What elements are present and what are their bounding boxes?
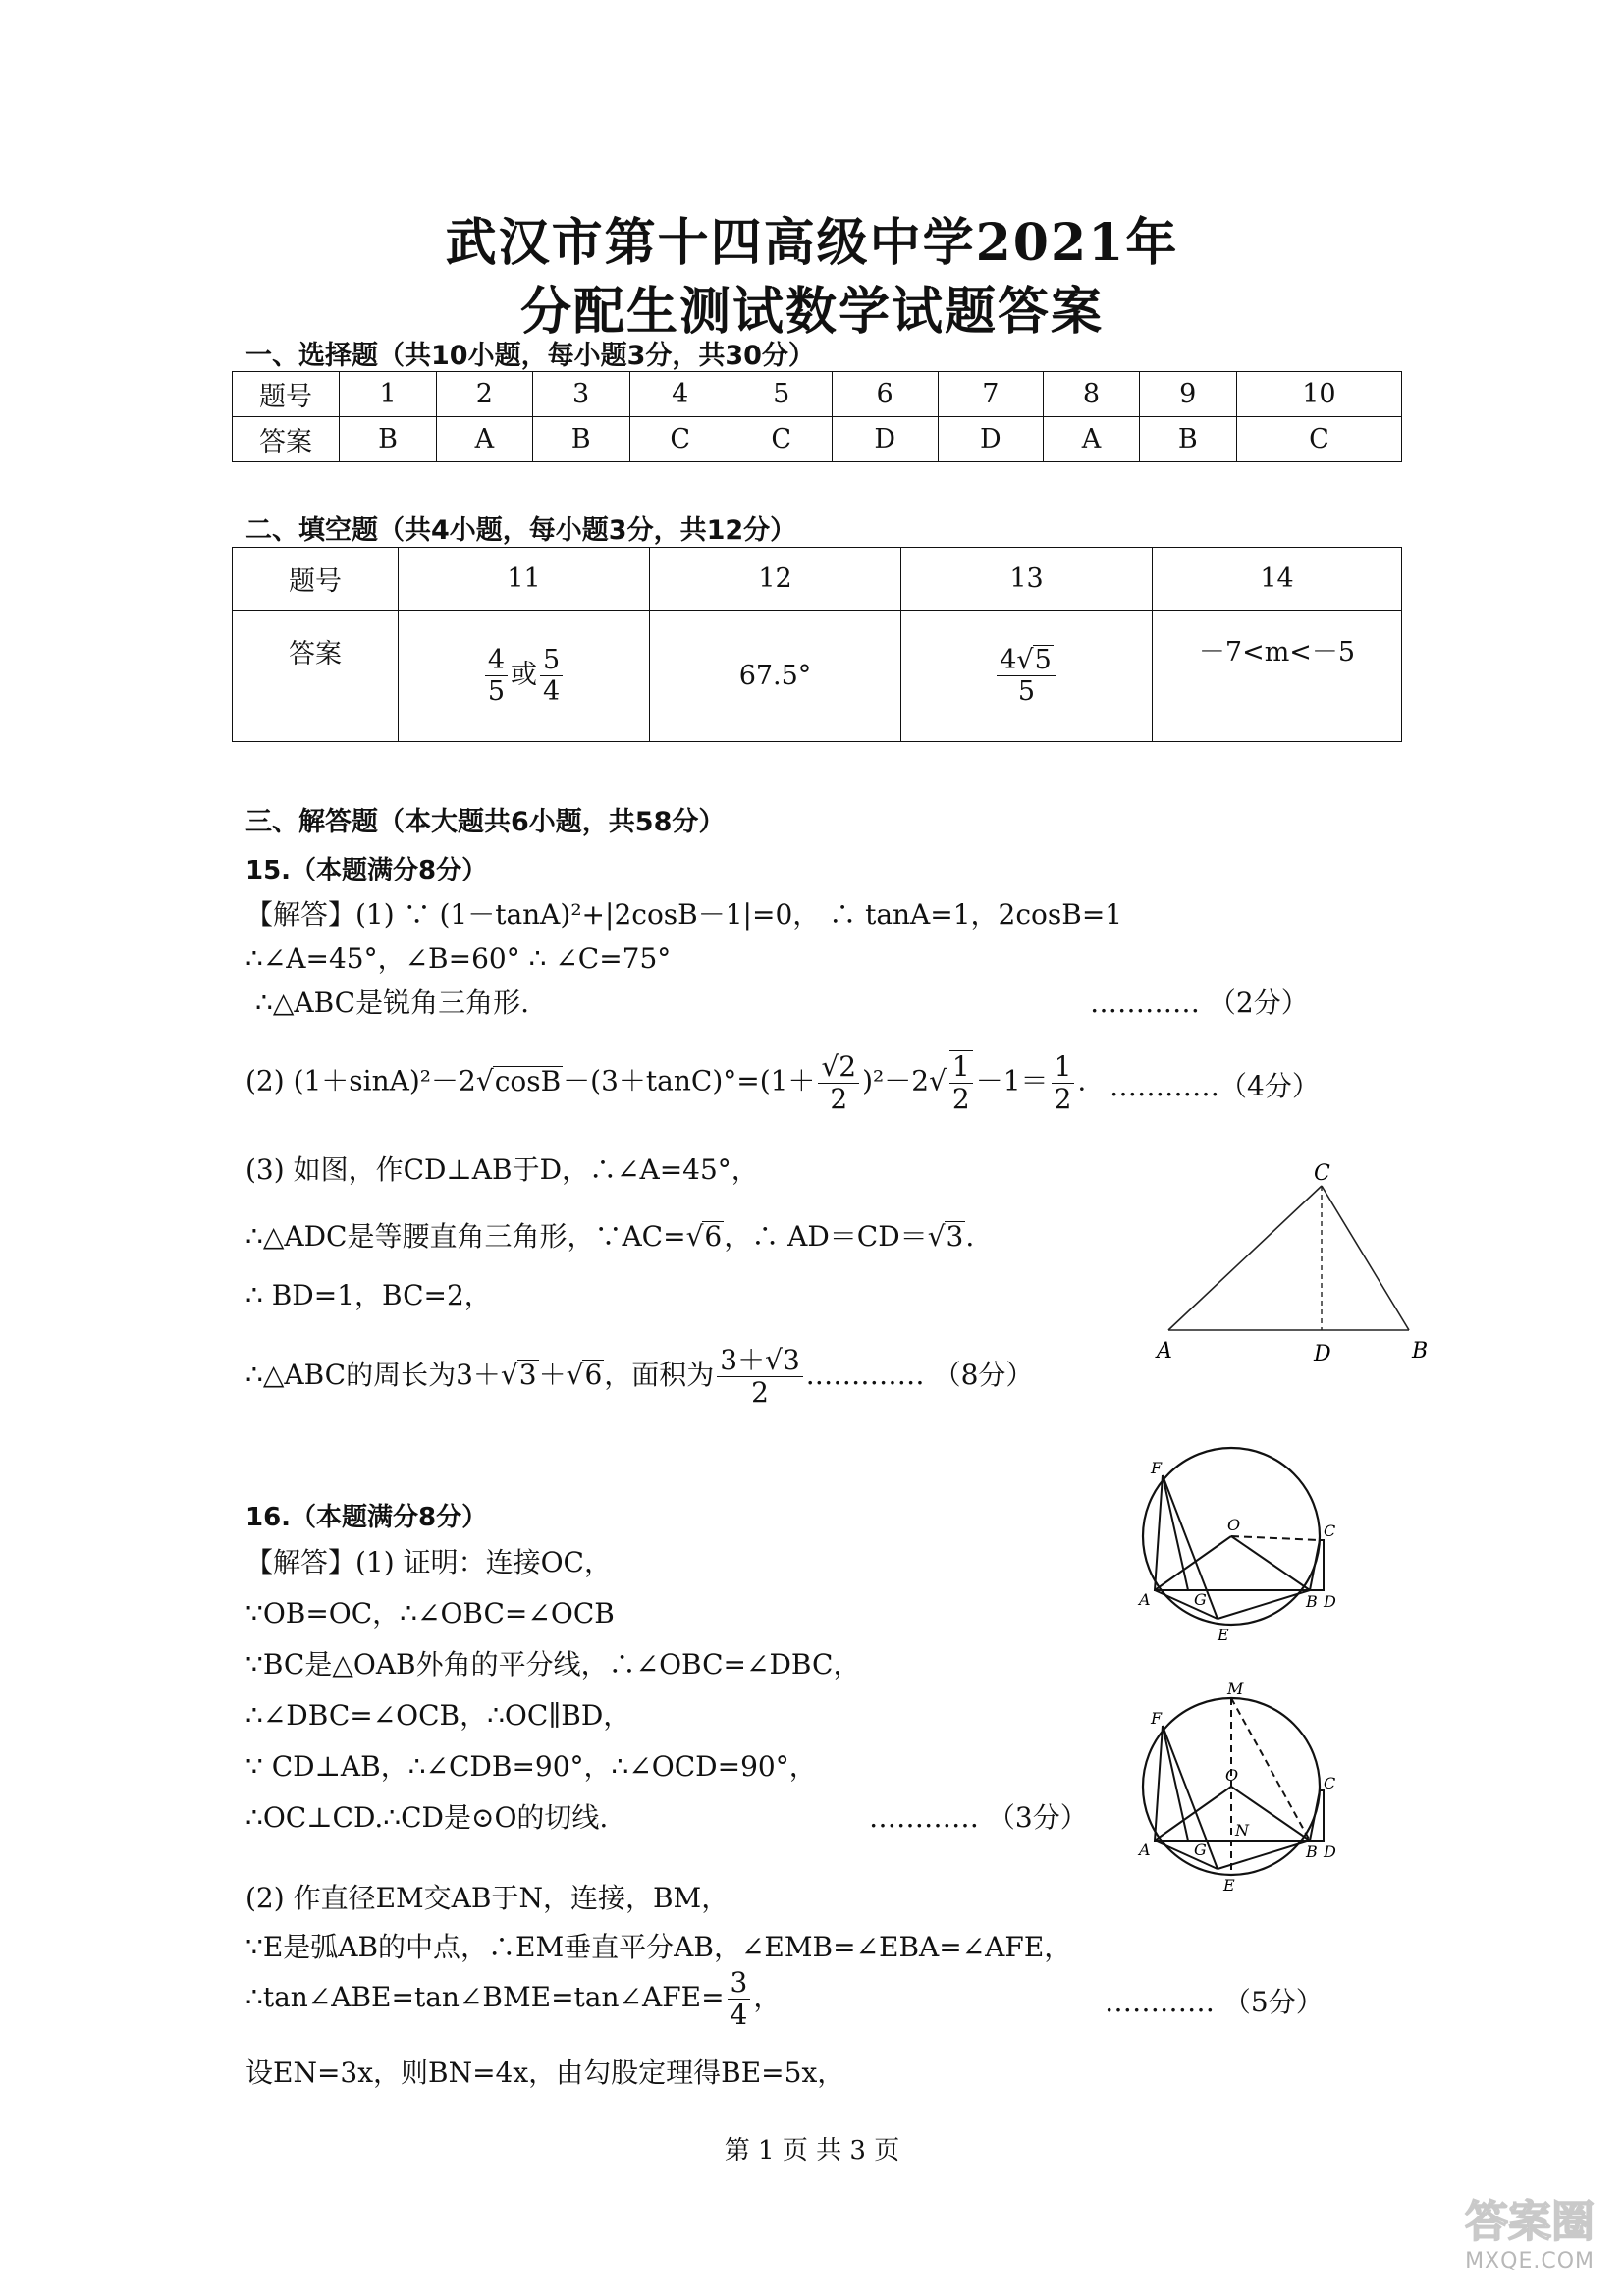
fraction: $\frac{1}{2}$ xyxy=(1052,1051,1075,1115)
row-label-answer: 答案 xyxy=(233,417,340,462)
q-number: 8 xyxy=(1044,372,1139,417)
fraction xyxy=(540,645,563,707)
q-answer: A xyxy=(1044,417,1139,462)
q16-line-10: 设EN=3x，则BN=4x，由勾股定理得BE=5x， xyxy=(245,2056,845,2089)
svg-text:G: G xyxy=(1194,1590,1207,1609)
side-bc xyxy=(1322,1186,1409,1330)
q15-line-8: ∴△ABC的周长为3＋√3＋√6，面积为 $\frac{3+√3}{2}$ .………… （8分） xyxy=(245,1344,1034,1410)
svg-text:B: B xyxy=(1306,1842,1318,1861)
q-answer: C xyxy=(731,417,832,462)
svg-text:B: B xyxy=(1306,1592,1318,1611)
svg-text:A: A xyxy=(1139,1841,1151,1859)
row-label-number: 题号 xyxy=(233,548,399,611)
q15-line-1: 【解答】(1) ∵ (1－tanA)²+|2cosB－1|=0， ∴ tanA=1，2cosB=1 xyxy=(245,898,1123,931)
q15-line-4: (2) (1＋sinA)²－2√cosB－(3＋tanC)°=(1＋ $\frac{√2}{2}$ )²－2√ $\frac{1}{2}$ －1＝ $\frac{1}{2}$ . xyxy=(245,1049,1087,1116)
q16-score-2: ………… （5分） xyxy=(1105,1986,1324,2018)
svg-text:G: G xyxy=(1194,1841,1207,1859)
numerator: 4 xyxy=(485,645,508,676)
fraction: $\frac{√2}{2}$ xyxy=(818,1051,859,1115)
q-number: 10 xyxy=(1236,372,1401,417)
denominator: 5 xyxy=(487,676,505,707)
section1-heading: 一、选择题（共10小题，每小题3分，共30分） xyxy=(245,341,815,371)
q-answer: B xyxy=(340,417,437,462)
svg-text:O: O xyxy=(1225,1766,1239,1785)
q16-score-1: ………… （3分） xyxy=(869,1801,1088,1834)
q-number: 6 xyxy=(832,372,938,417)
q16-line-6: ∴OC⊥CD.∴CD是⊙O的切线. xyxy=(245,1801,609,1834)
denominator: 5 xyxy=(1017,676,1036,707)
q16-circle-figure-1 xyxy=(1129,1438,1345,1654)
page-footer: 第 1 页 共 3 页 xyxy=(724,2136,900,2165)
label-a: A xyxy=(1157,1339,1172,1363)
q16-header: 16.（本题满分8分） xyxy=(245,1503,488,1532)
svg-text:C: C xyxy=(1324,1774,1336,1792)
q-number: 7 xyxy=(938,372,1044,417)
q-number: 3 xyxy=(532,372,629,417)
q-answer: A xyxy=(437,417,532,462)
watermark-logo: 答案圈 MXQE.COM xyxy=(1465,2197,1595,2273)
q15-score-2: …………（4分） xyxy=(1110,1070,1320,1102)
fill-answer-table xyxy=(232,547,1402,742)
q15-line-5: (3) 如图，作CD⊥AB于D，∴∠A=45°， xyxy=(245,1153,759,1186)
q-answer: C xyxy=(629,417,731,462)
q-number: 2 xyxy=(437,372,532,417)
row-label-number: 题号 xyxy=(233,372,340,417)
label-c: C xyxy=(1314,1161,1330,1186)
numerator: 5 xyxy=(540,645,563,676)
q16-line-3: ∵BC是△OAB外角的平分线，∴∠OBC=∠DBC， xyxy=(245,1648,861,1681)
fraction: $\frac{1}{2}$ xyxy=(949,1050,973,1115)
q-number: 9 xyxy=(1139,372,1236,417)
svg-text:E: E xyxy=(1223,1876,1235,1895)
q-answer: B xyxy=(1139,417,1236,462)
denominator: 4 xyxy=(543,676,561,707)
answer-14: －7<m<－5 xyxy=(1153,611,1402,742)
fraction: $\frac{3}{4}$ xyxy=(728,1967,751,2031)
side-ac xyxy=(1168,1186,1322,1330)
q16-line-9: ∴tan∠ABE=tan∠BME=tan∠AFE= $\frac{3}{4}$ ， xyxy=(245,1966,782,2032)
q16-line-5: ∵ CD⊥AB，∴∠CDB=90°，∴∠OCD=90°， xyxy=(245,1750,817,1783)
q-number: 13 xyxy=(901,548,1153,611)
fraction xyxy=(485,645,508,707)
label-d: D xyxy=(1314,1342,1331,1366)
section2-heading: 二、填空题（共4小题，每小题3分，共12分） xyxy=(245,515,797,546)
svg-text:C: C xyxy=(1324,1522,1336,1540)
title-line-2: 分配生测试数学试题答案 xyxy=(519,282,1104,342)
label-b: B xyxy=(1412,1339,1429,1363)
q16-circle-figure-2 xyxy=(1129,1679,1345,1904)
q-answer: D xyxy=(832,417,938,462)
q15-line-6: ∴△ADC是等腰直角三角形，∵AC=√6，∴ AD＝CD＝√3. xyxy=(245,1220,975,1253)
answer-12: 67.5° xyxy=(650,611,901,742)
svg-text:F: F xyxy=(1151,1709,1163,1728)
q-number: 14 xyxy=(1153,548,1402,611)
row-label-answer: 答案 xyxy=(233,611,399,742)
section3-heading: 三、解答题（本大题共6小题，共58分） xyxy=(245,807,726,837)
svg-text:D: D xyxy=(1324,1842,1336,1861)
fraction xyxy=(997,645,1056,707)
answer-13 xyxy=(901,611,1153,742)
q15-line-2: ∴∠A=45°，∠B=60° ∴ ∠C=75° xyxy=(245,942,672,975)
q-number: 4 xyxy=(629,372,731,417)
svg-text:N: N xyxy=(1235,1821,1249,1840)
q-number: 11 xyxy=(399,548,650,611)
answer-11 xyxy=(399,611,650,742)
or-text: 或 xyxy=(511,660,537,690)
svg-text:O: O xyxy=(1227,1516,1241,1534)
q16-line-4: ∴∠DBC=∠OCB，∴OC∥BD， xyxy=(245,1699,631,1732)
svg-text:E: E xyxy=(1218,1626,1229,1644)
fraction: $\frac{3+√3}{2}$ xyxy=(717,1345,802,1409)
q16-line-1: 【解答】(1) 证明：连接OC， xyxy=(245,1546,612,1578)
svg-text:M: M xyxy=(1227,1680,1244,1698)
q-answer: B xyxy=(532,417,629,462)
q16-line-8: ∵E是弧AB的中点，∴EM垂直平分AB，∠EMB=∠EBA=∠AFE， xyxy=(245,1931,1072,1963)
q15-triangle-figure xyxy=(1149,1158,1443,1374)
q-answer: D xyxy=(938,417,1044,462)
q-number: 12 xyxy=(650,548,901,611)
q15-line-7: ∴ BD=1，BC=2， xyxy=(245,1279,492,1311)
q15-line-3: ∴△ABC是锐角三角形. xyxy=(255,987,529,1019)
svg-text:A: A xyxy=(1139,1590,1151,1609)
q15-header: 15.（本题满分8分） xyxy=(245,856,488,885)
numerator: 4√5 xyxy=(997,645,1056,676)
q-number: 5 xyxy=(731,372,832,417)
q15-score-1: ………… （2分） xyxy=(1090,987,1309,1019)
q16-line-2: ∵OB=OC，∴∠OBC=∠OCB xyxy=(245,1597,615,1629)
q-number: 1 xyxy=(340,372,437,417)
q-answer: C xyxy=(1236,417,1401,462)
q16-line-7: (2) 作直径EM交AB于N，连接，BM， xyxy=(245,1882,730,1914)
choice-answer-table xyxy=(232,371,1402,462)
svg-text:D: D xyxy=(1324,1592,1336,1611)
svg-text:F: F xyxy=(1151,1459,1163,1477)
title-line-1: 武汉市第十四高级中学2021年 xyxy=(445,213,1179,273)
